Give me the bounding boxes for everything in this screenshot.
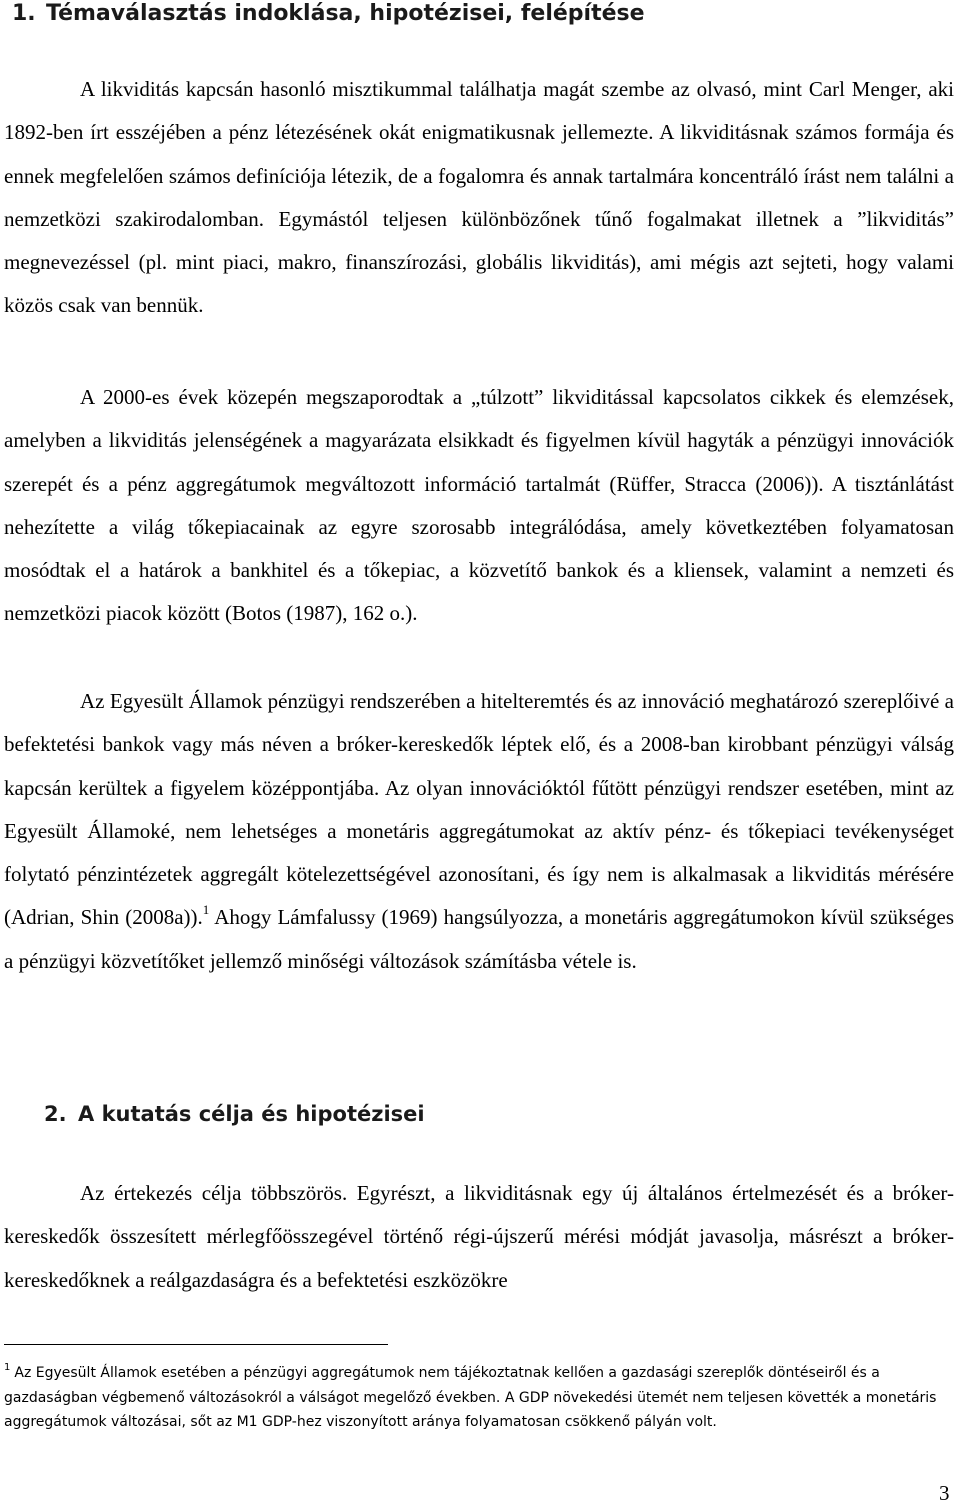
footnote-text: Az Egyesült Államok esetében a pénzügyi aggregátumok nem tájékoztatnak kellően a gazdasági szereplők döntéseiről és a gazdaságban végbemenő változásokról a válságot megelőző években. A GDP növekedési ütemét nem teljesen követték a monetáris aggregátumok változásai, sőt az M1 GDP-hez viszonyított aránya folyamatosan csökkenő pályán volt. [4, 1365, 937, 1431]
paragraph-1: A likviditás kapcsán hasonló misztikummal találhatja magát szembe az olvasó, mint Carl Menger, aki 1892-ben írt esszéjében a pénz létezésének okát enigmatikusnak jellemezte. A likviditásnak számos formája és ennek megfelelően számos definíciója létezik, de a fogalomra és annak tartalmára koncentráló írást nem találni a nemzetközi szakirodalomban. Egymástól teljesen különbözőnek tűnő fogalmakat illetnek a ”likviditás” megnevezéssel (pl. mint piaci, makro, finanszírozási, globális likviditás), ami mégis azt sejteti, hogy valami közös csak van bennük. [4, 77, 954, 318]
paragraph-2: A 2000-es évek közepén megszaporodtak a „túlzott” likviditással kapcsolatos cikkek és elemzések, amelyben a likviditás jelenségének a magyarázata elsikkadt és figyelmen kívül hagyták a pénzügyi innovációk szerepét és a pénz aggregátumok megváltozott információ tartalmát (Rüffer, Stracca (2006)). A tisztánlátást nehezítette a világ tőkepiacainak az egyre szorosabb integrálódása, amely következtében folyamatosan mosódtak el a határok a bankhitel és a tőkepiac, a közvetítő bankok és a kliensek, valamint a nemzeti és nemzetközi piacok között (Botos (1987), 162 o.). [4, 385, 954, 626]
paragraph-4: Az értekezés célja többszörös. Egyrészt, a likviditásnak egy új általános értelmezését és a bróker-kereskedők összesített mérlegfőösszegével történő régi-újszerű mérési módját javasolja, másrészt a bróker-kereskedőknek a reálgazdaságra és a befektetési eszközökre [4, 1181, 954, 1292]
page-number: 3 [939, 1481, 950, 1505]
paragraph-3 [4, 680, 954, 983]
section-1-number: 1. [12, 1, 36, 26]
section-2-heading [44, 1098, 944, 1130]
section-2-title: A kutatás célja és hipotézisei [78, 1102, 425, 1126]
section-1-title: Témaválasztás indoklása, hipotézisei, felépítése [46, 1, 645, 26]
footnote [4, 1361, 944, 1435]
footnote-separator [4, 1344, 388, 1345]
section-1-heading [12, 0, 952, 30]
footnote-reference[interactable]: 1 [202, 902, 210, 918]
section-2-number: 2. [44, 1102, 67, 1126]
footnote-marker: 1 [4, 1362, 11, 1374]
paragraph-3-text-before: Az Egyesült Államok pénzügyi rendszerében a hitelteremtés és az innováció meghatározó szereplőivé a befektetési bankok vagy más néven a bróker-kereskedők léptek elő, és a 2008-ban kirobbant pénzügyi válság kapcsán kerültek a figyelem középpontjába. Az olyan innovációktól fűtött pénzügyi rendszer esetében, mint az Egyesült Államoké, nem lehetséges a monetáris aggregátumokat az aktív pénz- és tőkepiaci tevékenységet folytató pénzintézetek aggregált kötelezettségével azonosítani, és így nem is alkalmasak a likviditás mérésére (Adrian, Shin (2008a)). [4, 689, 954, 930]
paragraph-3-text-after: Ahogy Lámfalussy (1969) hangsúlyozza, a monetáris aggregátumokon kívül szükséges a pénzügyi közvetítőket jellemző minőségi változások számításba vétele is. [4, 905, 954, 973]
